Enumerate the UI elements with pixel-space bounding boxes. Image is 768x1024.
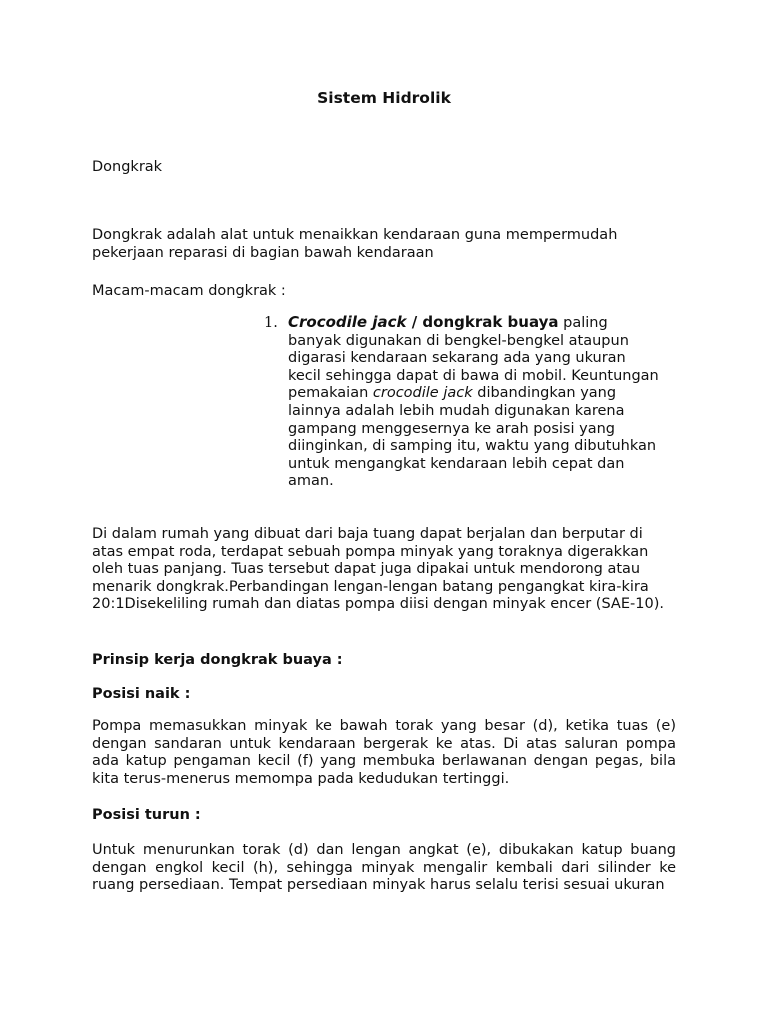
list-item-title-italic: Crocodile jack <box>288 313 407 331</box>
down-position-paragraph: Untuk menurunkan torak (d) dan lengan angkat (e), dibukakan katup buang dengan engkol kecil (h), sehingga minyak mengalir kembali dari silinder ke ruang persediaan. Tempat persediaan minyak harus selalu terisi sesuai ukuran <box>92 842 676 894</box>
types-heading: Macam-macam dongkrak : <box>92 283 286 299</box>
list-item-text-a: paling banyak digunakan di bengkel-bengkel ataupun digarasi kendaraan sekarang ada yang ukuran kecil sehingga dapat di bawa di mobil. Keuntungan pemakaian <box>288 315 659 402</box>
description-paragraph: Di dalam rumah yang dibuat dari baja tuang dapat berjalan dan berputar di atas empat roda, terdapat sebuah pompa minyak yang toraknya digerakkan oleh tuas panjang. Tuas tersebut dapat juga dipakai untuk mendorong atau menarik dongkrak.Perbandingan lengan-lengan batang pengangkat kira-kira 20:1Disekeliling rumah dan diatas pompa diisi dengan minyak encer (SAE-10). <box>92 526 664 613</box>
intro-paragraph: Dongkrak adalah alat untuk menaikkan kendaraan guna mempermudah pekerjaan reparasi di bagian bawah kendaraan <box>92 227 618 261</box>
list-item-separator: / <box>406 313 423 331</box>
list-item-text-b: dibandingkan yang lainnya adalah lebih mudah digunakan karena gampang menggesernya ke arah posisi yang diinginkan, di samping itu, waktu yang dibutuhkan untuk mengangkat kendaraan lebih cepat dan aman. <box>288 385 657 490</box>
section-heading: Dongkrak <box>92 159 163 175</box>
list-item-number: 1. <box>264 315 278 331</box>
list-item <box>288 314 660 491</box>
down-position-heading: Posisi turun : <box>92 807 201 823</box>
principle-heading: Prinsip kerja dongkrak buaya : <box>92 652 343 668</box>
up-position-heading: Posisi naik : <box>92 686 191 702</box>
list-item-text-italic: crocodile jack <box>372 385 473 402</box>
document-title: Sistem Hidrolik <box>317 89 451 107</box>
list-item-title-bold: dongkrak buaya <box>422 313 559 331</box>
up-position-paragraph: Pompa memasukkan minyak ke bawah torak yang besar (d), ketika tuas (e) dengan sandaran untuk kendaraan bergerak ke atas. Di atas saluran pompa ada katup pengaman kecil (f) yang membuka berlawanan dengan pegas, bila kita terus-menerus memompa pada kedudukan tertinggi. <box>92 718 676 787</box>
